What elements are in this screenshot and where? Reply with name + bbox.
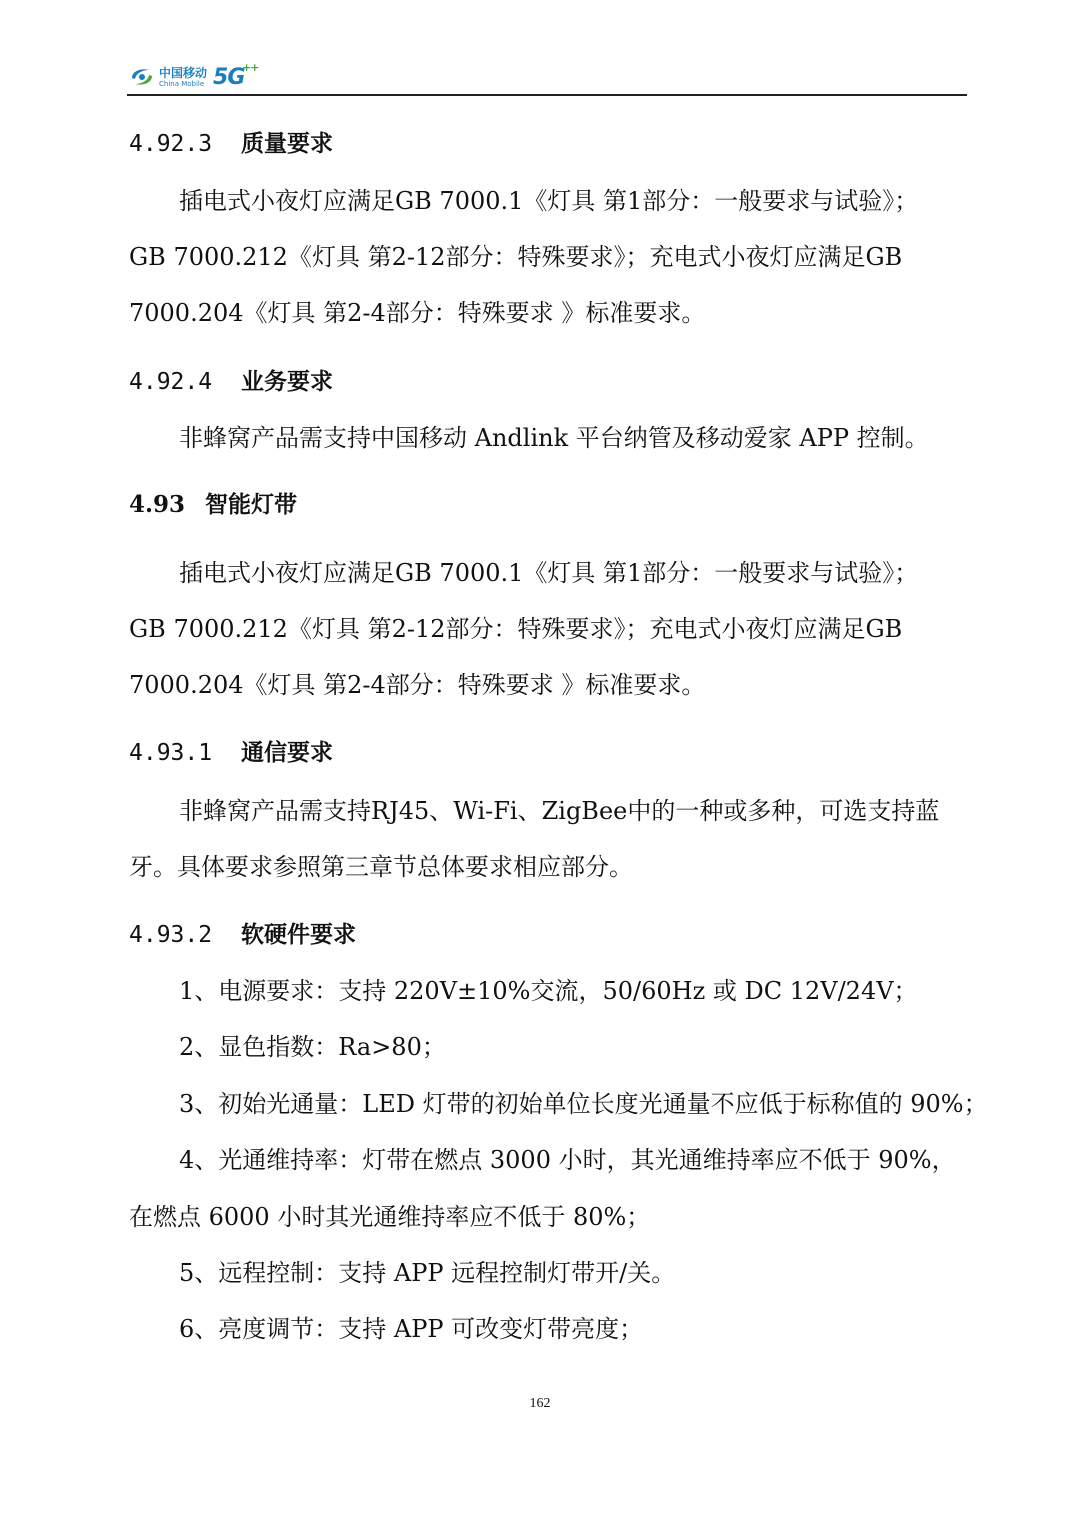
paragraph-line: GB 7000.212《灯具 第2-12部分：特殊要求》；充电式小夜灯应满足GB [129, 615, 903, 643]
section-title: 通信要求 [241, 740, 333, 766]
paragraph-line: 7000.204《灯具 第2-4部分：特殊要求 》标准要求。 [129, 671, 706, 699]
paragraph-line: 在燃点 6000 小时其光通维持率应不低于 80%； [129, 1203, 651, 1231]
paragraph-line: 6、亮度调节：支持 APP 可改变灯带亮度； [179, 1315, 644, 1343]
paragraph-line: 5、远程控制：支持 APP 远程控制灯带开/关。 [179, 1259, 676, 1287]
page-number: 162 [529, 1396, 551, 1411]
section-title: 软硬件要求 [241, 922, 356, 948]
section-number: 4.93 [129, 491, 186, 518]
section-number: 4.93.1 [129, 740, 213, 766]
logo-5g-plus: ++ [241, 60, 259, 74]
logo-english-text: China Mobile [159, 79, 205, 88]
section-heading [129, 128, 333, 160]
paragraph-line: 4、光通维持率：灯带在燃点 3000 小时，其光通维持率应不低于 90%， [179, 1146, 956, 1174]
paragraph-line: GB 7000.212《灯具 第2-12部分：特殊要求》；充电式小夜灯应满足GB [129, 243, 903, 271]
paragraph-line: 非蜂窝产品需支持中国移动 Andlink 平台纳管及移动爱家 APP 控制。 [179, 424, 929, 452]
paragraph-line: 插电式小夜灯应满足GB 7000.1《灯具 第1部分：一般要求与试验》； [179, 559, 919, 587]
section-heading [129, 366, 333, 398]
section-number: 4.92.3 [129, 131, 213, 157]
paragraph-line: 1、电源要求：支持 220V±10%交流，50/60Hz 或 DC 12V/24V； [179, 977, 918, 1005]
logo-5g-text: 5G [213, 64, 245, 90]
section-heading [129, 919, 356, 951]
paragraph-line: 插电式小夜灯应满足GB 7000.1《灯具 第1部分：一般要求与试验》； [179, 187, 919, 215]
logo-5g-mark [213, 60, 259, 90]
paragraph-line: 7000.204《灯具 第2-4部分：特殊要求 》标准要求。 [129, 299, 706, 327]
china-mobile-logo-icon [129, 64, 155, 90]
logo-chinese-text: 中国移动 [159, 65, 208, 80]
paragraph-line: 3、初始光通量：LED 灯带的初始单位长度光通量不应低于标称值的 90%； [179, 1090, 988, 1118]
section-title: 质量要求 [241, 131, 333, 157]
section-heading [129, 737, 333, 769]
paragraph-line: 牙。具体要求参照第三章节总体要求相应部分。 [129, 853, 633, 881]
section-number: 4.93.2 [129, 922, 213, 948]
section-title: 业务要求 [241, 369, 333, 395]
section-title: 智能灯带 [205, 492, 297, 518]
paragraph-line: 2、显色指数：Ra>80； [179, 1033, 446, 1061]
section-number: 4.92.4 [129, 369, 213, 395]
china-mobile-logo [129, 60, 259, 92]
page-header [127, 58, 967, 96]
paragraph-line: 非蜂窝产品需支持RJ45、Wi-Fi、ZigBee中的一种或多种，可选支持蓝 [179, 797, 940, 825]
section-heading [129, 489, 297, 521]
